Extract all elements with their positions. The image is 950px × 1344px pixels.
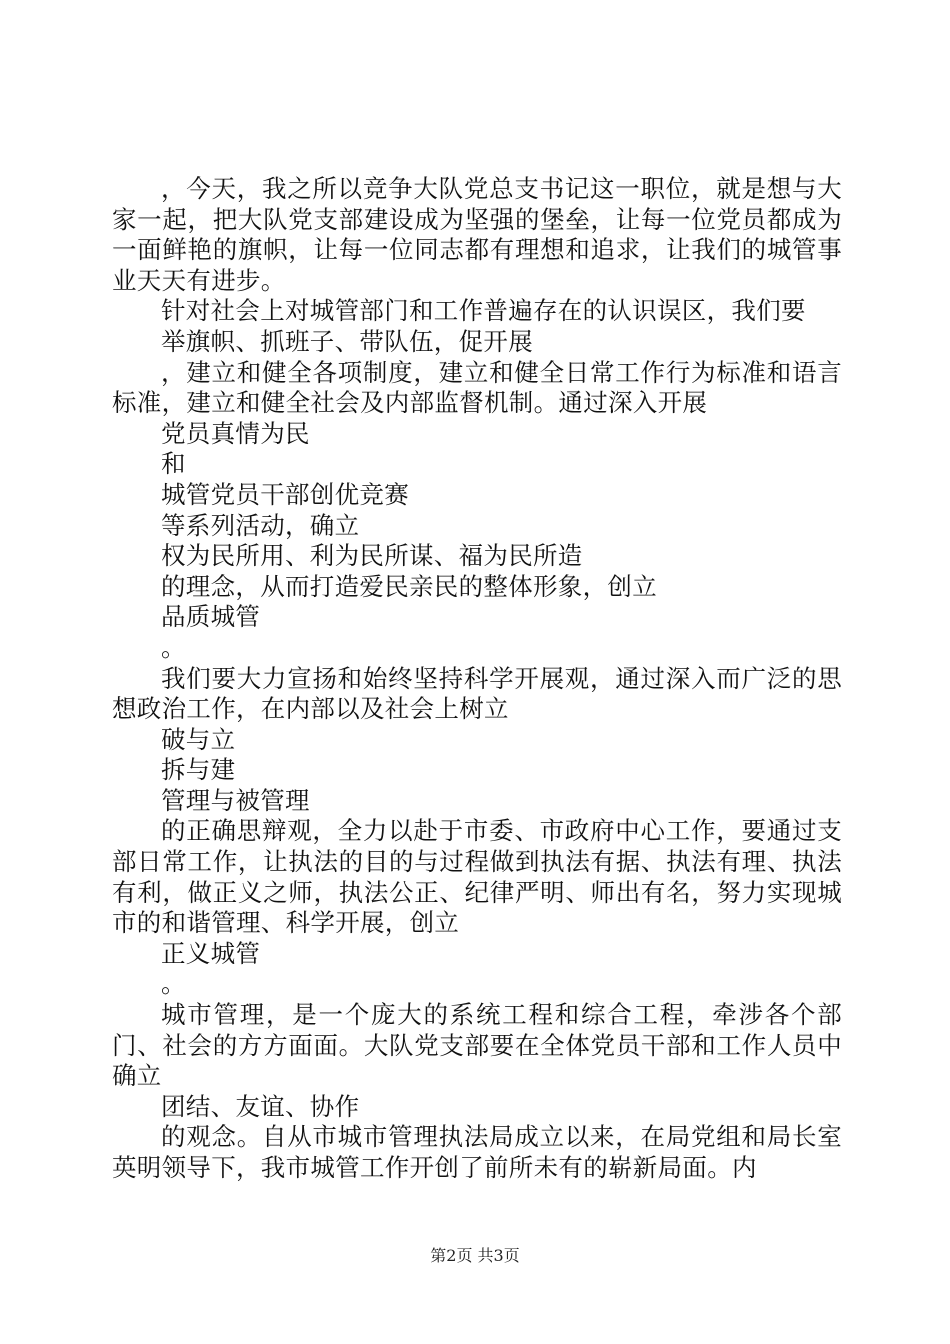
paragraph: 正义城管	[161, 938, 261, 968]
paragraph: ，今天，我之所以竞争大队党总支书记这一职位，就是想与大家一起，把大队党支部建设成为坚强的堡垒，让每一位党员都成为一面鲜艳的旗帜，让每一位同志都有理想和追求，让我们的城管事业天天有进步。	[112, 174, 842, 295]
paragraph: 党员真情为民	[161, 418, 310, 448]
paragraph: 城市管理，是一个庞大的系统工程和综合工程，牵涉各个部门、社会的方方面面。大队党支部要在全体党员干部和工作人员中确立	[112, 1000, 842, 1091]
paragraph: ，建立和健全各项制度，建立和健全日常工作行为标准和语言标准，建立和健全社会及内部监督机制。通过深入开展	[112, 357, 842, 418]
paragraph: 。	[161, 632, 186, 662]
paragraph: 品质城管	[161, 602, 261, 632]
paragraph: 城管党员干部创优竞赛	[161, 479, 409, 509]
document-body	[112, 174, 842, 1184]
paragraph: 针对社会上对城管部门和工作普遍存在的认识误区，我们要	[161, 296, 806, 326]
paragraph: 等系列活动，确立	[161, 510, 360, 540]
paragraph: 的观念。自从市城市管理执法局成立以来，在局党组和局长室英明领导下，我市城管工作开创了前所未有的崭新局面。内	[112, 1122, 842, 1182]
paragraph: 举旗帜、抓班子、带队伍，促开展	[161, 326, 533, 356]
paragraph: 的正确思辩观，全力以赴于市委、市政府中心工作，要通过支部日常工作，让执法的目的与过程做到执法有据、执法有理、执法有利，做正义之师，执法公正、纪律严明、师出有名，努力实现城市的和谐管理、科学开展，创立	[112, 816, 842, 938]
paragraph: 我们要大力宣扬和始终坚持科学开展观，通过深入而广泛的思想政治工作，在内部以及社会上树立	[112, 663, 842, 724]
paragraph: 团结、友谊、协作	[161, 1091, 360, 1121]
paragraph: 和	[161, 449, 186, 479]
paragraph: 。	[161, 969, 186, 999]
paragraph: 管理与被管理	[161, 785, 310, 815]
paragraph: 的理念，从而打造爱民亲民的整体形象，创立	[161, 571, 657, 601]
page-number-footer: 第2页 共3页	[430, 1246, 520, 1265]
paragraph: 拆与建	[161, 755, 236, 785]
paragraph: 破与立	[161, 724, 236, 754]
paragraph: 权为民所用、利为民所谋、福为民所造	[161, 541, 583, 571]
